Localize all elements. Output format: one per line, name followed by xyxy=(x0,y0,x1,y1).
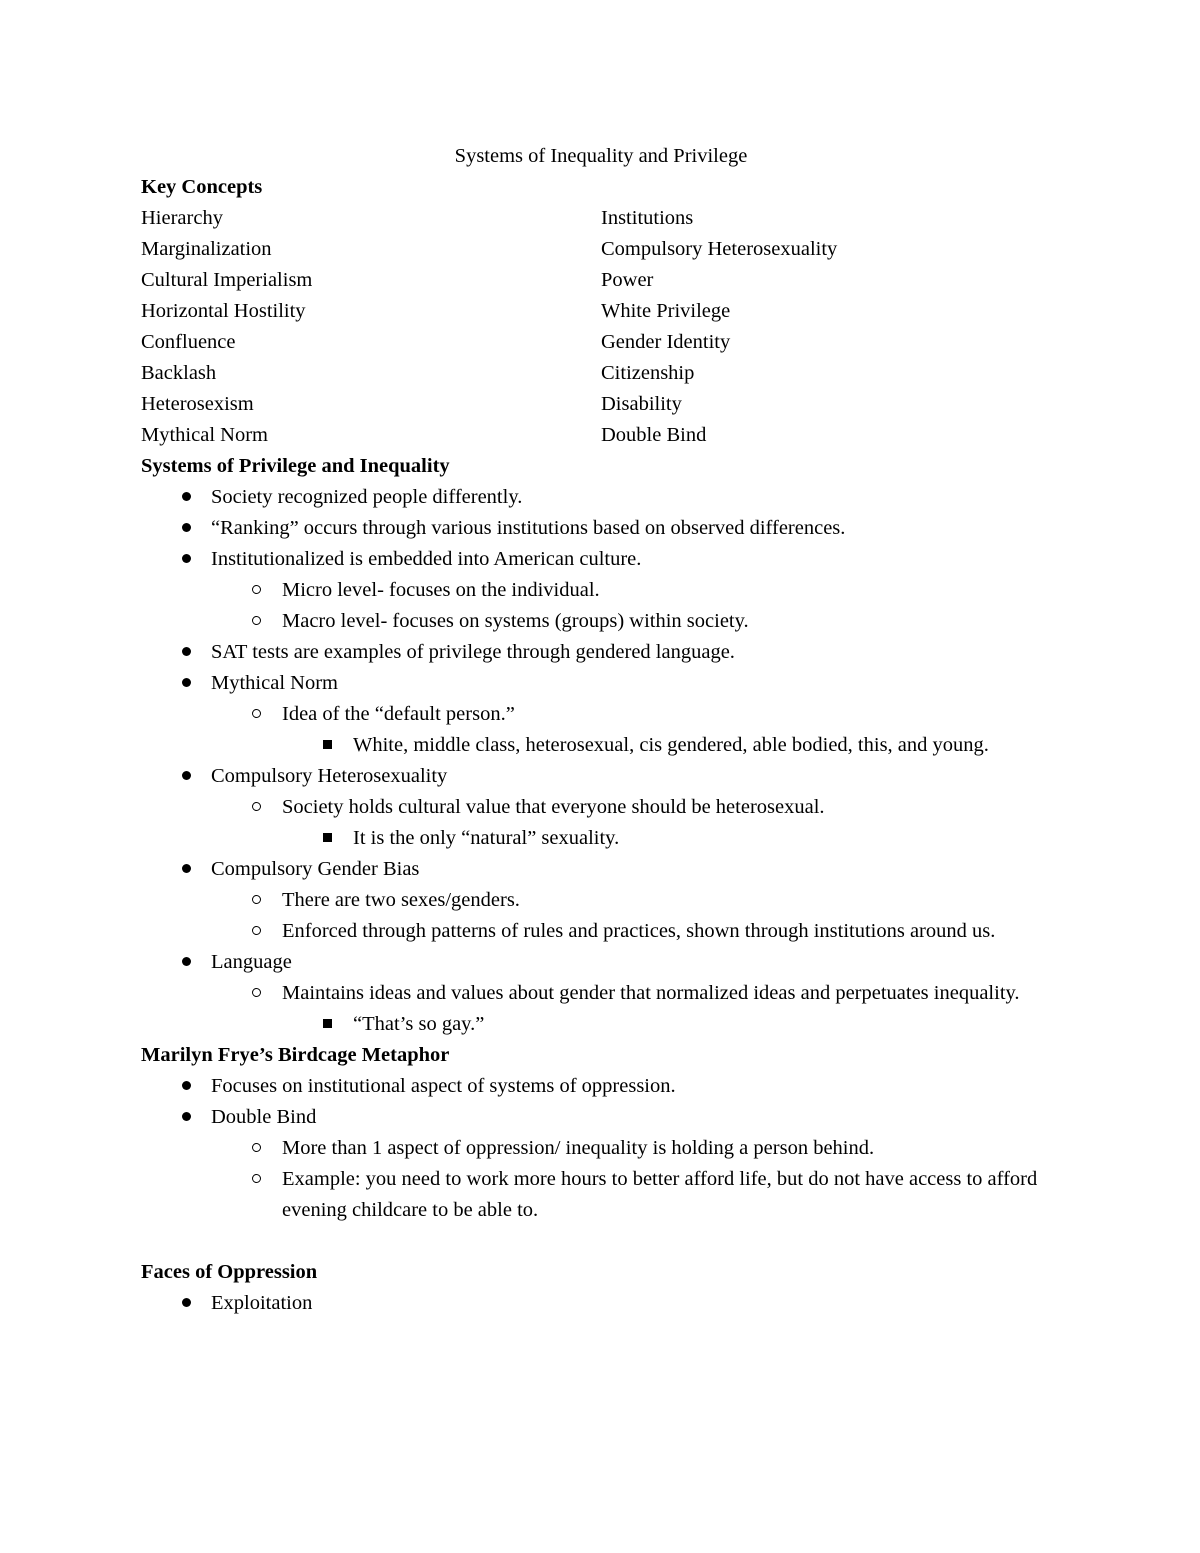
list-item-text: SAT tests are examples of privilege through gendered language. xyxy=(211,641,735,663)
birdcage-list xyxy=(141,1071,1061,1226)
key-concepts-grid xyxy=(141,203,1061,451)
key-concept-term: White Privilege xyxy=(601,300,731,322)
list-item-text: More than 1 aspect of oppression/ inequality is holding a person behind. xyxy=(282,1137,875,1159)
list-item xyxy=(141,854,1061,947)
key-concepts-left-column xyxy=(141,203,601,451)
bullet-disc-icon xyxy=(171,761,201,792)
list-item-text: Institutionalized is embedded into American culture. xyxy=(211,548,642,570)
list-item xyxy=(211,1164,1061,1226)
list-item-text: Society recognized people differently. xyxy=(211,486,523,508)
systems-list xyxy=(141,482,1061,1040)
bullet-square-icon xyxy=(312,730,342,761)
list-item xyxy=(141,1071,1061,1102)
list-item xyxy=(141,513,1061,544)
key-concept-term: Horizontal Hostility xyxy=(141,300,306,322)
list-item xyxy=(141,544,1061,637)
key-concept-term: Hierarchy xyxy=(141,207,223,229)
blank-line xyxy=(141,1226,1061,1257)
list-item-text: Idea of the “default person.” xyxy=(282,703,515,725)
list-item-text: Focuses on institutional aspect of systems of oppression. xyxy=(211,1075,676,1097)
bullet-list-level-3 xyxy=(282,1009,1061,1040)
bullet-circle-icon xyxy=(241,575,271,606)
key-concept-term: Compulsory Heterosexuality xyxy=(601,238,838,260)
list-item xyxy=(141,637,1061,668)
bullet-list-level-2 xyxy=(211,575,1061,637)
bullet-circle-icon xyxy=(241,606,271,637)
key-concept-term: Confluence xyxy=(141,331,236,353)
list-item-text: Maintains ideas and values about gender that normalized ideas and perpetuates inequality. xyxy=(282,982,1020,1004)
bullet-circle-icon xyxy=(241,1164,271,1195)
bullet-circle-icon xyxy=(241,1133,271,1164)
bullet-disc-icon xyxy=(171,1102,201,1133)
list-item xyxy=(211,885,1061,916)
bullet-list-level-2 xyxy=(211,699,1061,761)
list-item xyxy=(211,699,1061,761)
faces-heading: Faces of Oppression xyxy=(141,1261,318,1283)
list-item xyxy=(141,947,1061,1040)
list-item xyxy=(141,761,1061,854)
bullet-circle-icon xyxy=(241,699,271,730)
document-title: Systems of Inequality and Privilege xyxy=(454,145,748,167)
list-item xyxy=(211,575,1061,606)
key-concept-term: Disability xyxy=(601,393,682,415)
list-item xyxy=(141,1288,1061,1319)
bullet-list-level-1 xyxy=(141,1071,1061,1226)
list-item-text: It is the only “natural” sexuality. xyxy=(353,827,620,849)
bullet-circle-icon xyxy=(241,978,271,1009)
key-concept-term: Heterosexism xyxy=(141,393,254,415)
list-item xyxy=(141,668,1061,761)
list-item-text: Double Bind xyxy=(211,1106,317,1128)
bullet-list-level-1 xyxy=(141,1288,1061,1319)
list-item xyxy=(211,1133,1061,1164)
list-item xyxy=(282,823,1061,854)
bullet-disc-icon xyxy=(171,947,201,978)
bullet-circle-icon xyxy=(241,885,271,916)
bullet-disc-icon xyxy=(171,1288,201,1319)
list-item-text: Language xyxy=(211,951,292,973)
list-item-text: Example: you need to work more hours to better afford life, but do not have access to afford evening childcare to be able to. xyxy=(282,1168,1038,1221)
list-item xyxy=(211,978,1061,1040)
key-concepts-heading: Key Concepts xyxy=(141,176,263,198)
key-concept-term: Citizenship xyxy=(601,362,695,384)
key-concept-term: Cultural Imperialism xyxy=(141,269,313,291)
list-item xyxy=(282,1009,1061,1040)
key-concept-term: Backlash xyxy=(141,362,217,384)
key-concept-term: Marginalization xyxy=(141,238,272,260)
bullet-circle-icon xyxy=(241,792,271,823)
bullet-disc-icon xyxy=(171,854,201,885)
faces-list xyxy=(141,1288,1061,1319)
list-item-text: White, middle class, heterosexual, cis gendered, able bodied, this, and young. xyxy=(353,734,989,756)
bullet-list-level-3 xyxy=(282,823,1061,854)
list-item-text: Compulsory Heterosexuality xyxy=(211,765,448,787)
key-concept-term: Double Bind xyxy=(601,424,707,446)
key-concept-term: Gender Identity xyxy=(601,331,731,353)
list-item-text: “Ranking” occurs through various institutions based on observed differences. xyxy=(211,517,846,539)
bullet-list-level-2 xyxy=(211,978,1061,1040)
birdcage-heading: Marilyn Frye’s Birdcage Metaphor xyxy=(141,1044,450,1066)
bullet-list-level-2 xyxy=(211,1133,1061,1226)
systems-heading: Systems of Privilege and Inequality xyxy=(141,455,450,477)
list-item-text: Macro level- focuses on systems (groups) within society. xyxy=(282,610,749,632)
list-item-text: Micro level- focuses on the individual. xyxy=(282,579,600,601)
list-item-text: “That’s so gay.” xyxy=(353,1013,485,1035)
bullet-disc-icon xyxy=(171,1071,201,1102)
bullet-disc-icon xyxy=(171,482,201,513)
list-item xyxy=(141,482,1061,513)
list-item-text: Enforced through patterns of rules and practices, shown through institutions around us. xyxy=(282,920,996,942)
list-item xyxy=(211,606,1061,637)
bullet-list-level-2 xyxy=(211,885,1061,947)
list-item xyxy=(141,1102,1061,1226)
bullet-list-level-1 xyxy=(141,482,1061,1040)
list-item xyxy=(211,792,1061,854)
bullet-disc-icon xyxy=(171,513,201,544)
bullet-disc-icon xyxy=(171,544,201,575)
key-concept-term: Mythical Norm xyxy=(141,424,268,446)
bullet-list-level-3 xyxy=(282,730,1061,761)
key-concept-term: Institutions xyxy=(601,207,694,229)
list-item-text: Mythical Norm xyxy=(211,672,338,694)
list-item xyxy=(211,916,1061,947)
list-item-text: Society holds cultural value that everyone should be heterosexual. xyxy=(282,796,825,818)
list-item-text: There are two sexes/genders. xyxy=(282,889,520,911)
bullet-disc-icon xyxy=(171,637,201,668)
list-item-text: Exploitation xyxy=(211,1292,313,1314)
bullet-square-icon xyxy=(312,1009,342,1040)
list-item-text: Compulsory Gender Bias xyxy=(211,858,420,880)
bullet-disc-icon xyxy=(171,668,201,699)
document-page xyxy=(141,141,1061,1319)
key-concepts-right-column xyxy=(601,203,1061,451)
bullet-circle-icon xyxy=(241,916,271,947)
list-item xyxy=(282,730,1061,761)
bullet-list-level-2 xyxy=(211,792,1061,854)
key-concept-term: Power xyxy=(601,269,654,291)
bullet-square-icon xyxy=(312,823,342,854)
